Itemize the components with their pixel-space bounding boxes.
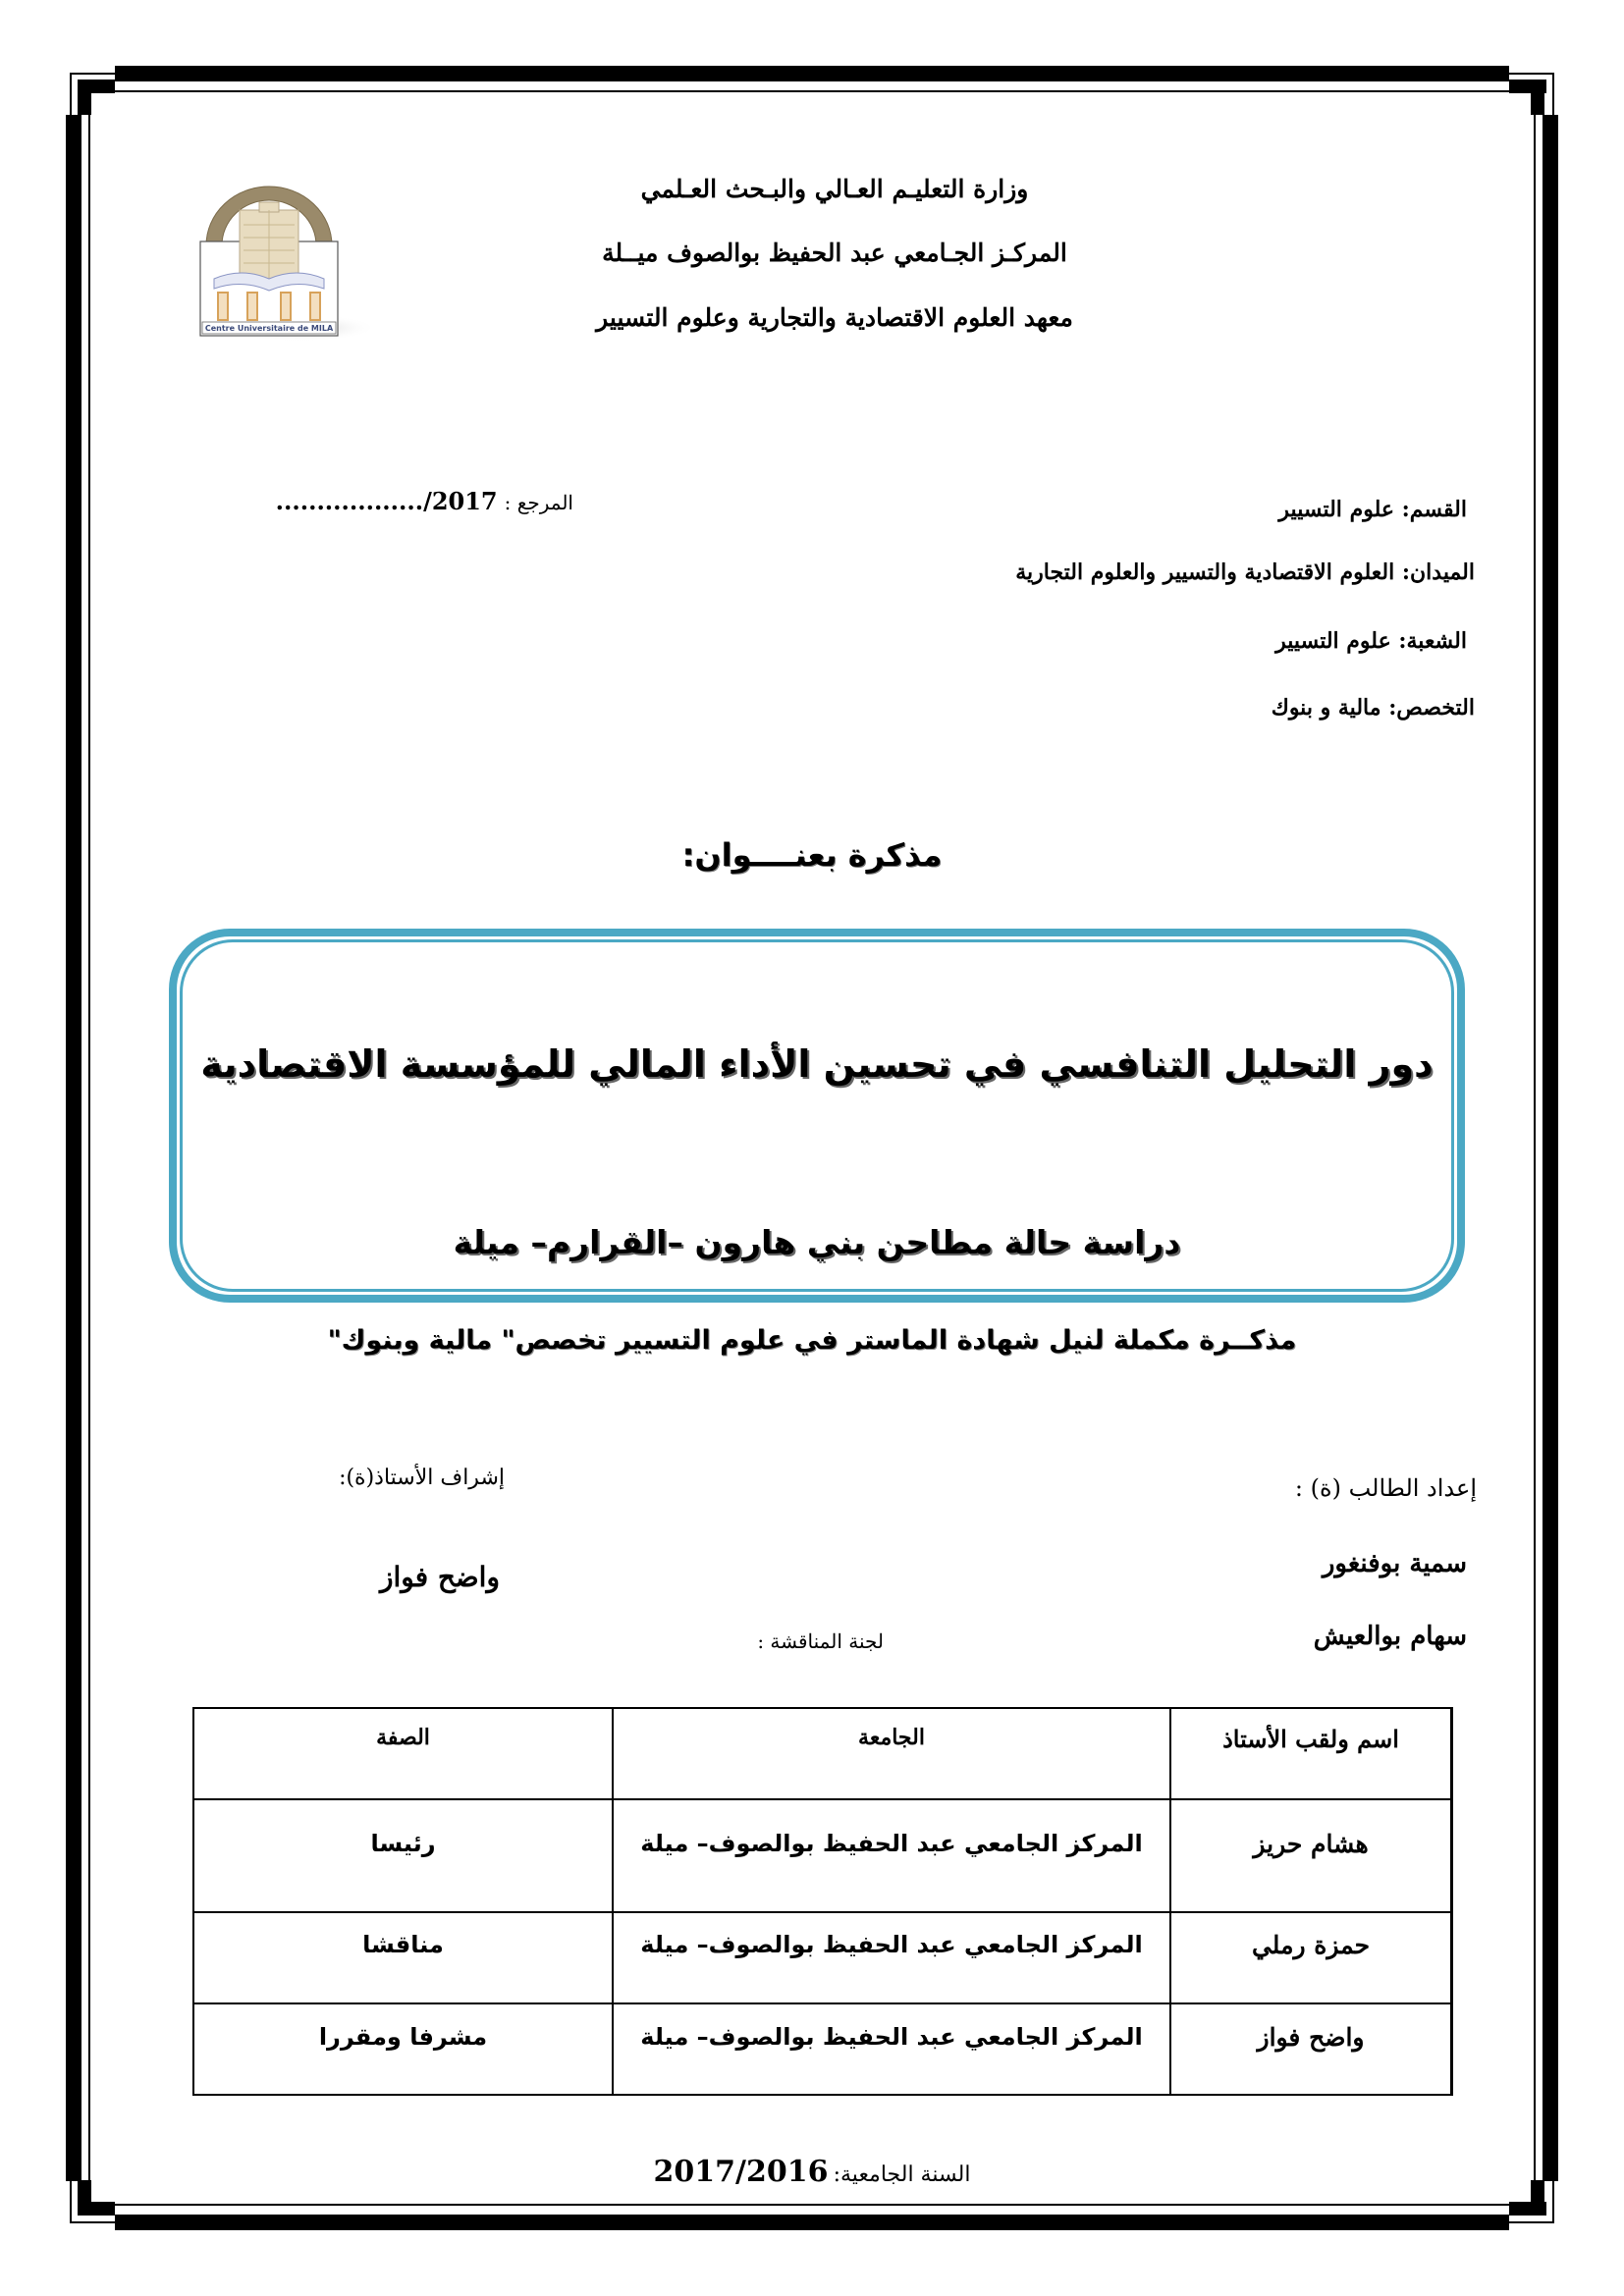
frame-top-thick [115, 66, 1509, 81]
case-study: دراسة حالة مطاحن بني هارون –القرارم– ميلة [453, 1223, 1181, 1261]
frame-outer-tr-v [1552, 73, 1554, 115]
member-role: مناقشا [362, 1931, 444, 1958]
member-university: المركز الجامعي عبد الحفيظ بوالصوف– ميلة [640, 2023, 1143, 2051]
frame-bottom-thick [115, 2215, 1509, 2230]
academic-year-value: 2017/2016 [653, 2155, 829, 2189]
table-border [192, 1707, 1453, 1709]
memo-label: مذكرة بعنــــوان: [681, 836, 943, 874]
student-name: سمية بوفنغور [1322, 1549, 1467, 1578]
frame-top-thin [115, 90, 1509, 92]
frame-bottom-thin [115, 2204, 1509, 2206]
info-branch [1275, 628, 1467, 654]
member-role: رئيسا [370, 1830, 436, 1857]
frame-outer-tl-h [70, 73, 115, 75]
degree-subtitle: مذكــرة مكملة لنيل شهادة الماستر في علوم التسيير تخصص" مالية وبنوك" [327, 1325, 1297, 1356]
university-logo [190, 181, 377, 347]
frame-outer-tl-v [70, 73, 72, 115]
students-label: إعداد الطالب (ة) : [1294, 1474, 1477, 1502]
info-department [1278, 497, 1467, 522]
committee-table [192, 1707, 1453, 2096]
member-name: هشام حريز [1253, 1830, 1369, 1858]
header-role: الصفة [376, 1725, 430, 1750]
member-name: واضح فواز [1257, 2023, 1365, 2052]
ministry-line: وزارة التعليـم العـالي والبـحث العـلمي [640, 175, 1029, 203]
frame-outer-tr-h [1509, 73, 1554, 75]
frame-corner-bl-v [78, 2180, 91, 2216]
supervisor-name: واضح فواز [379, 1561, 500, 1593]
table-border [1450, 1707, 1453, 2096]
info-label: الشعبة: [1398, 628, 1467, 654]
thesis-title: دور التحليل التنافسي في تحسين الأداء المالي للمؤسسة الاقتصادية [200, 1042, 1434, 1086]
member-name: حمزة رملي [1251, 1931, 1371, 1959]
info-value: علوم التسيير [1278, 497, 1394, 522]
academic-year-label: السنة الجامعية: [833, 2163, 971, 2187]
institute-line: معهد العلوم الاقتصادية والتجارية وعلوم التسيير [596, 303, 1073, 332]
student-name: سهام بوالعيش [1313, 1622, 1467, 1651]
academic-year [589, 2155, 1035, 2189]
info-specialty [1272, 695, 1475, 721]
info-label: القسم: [1401, 497, 1467, 522]
info-field [1015, 560, 1475, 585]
frame-right-thick [1543, 115, 1558, 2181]
frame-right-thin [1534, 115, 1536, 2181]
info-value: علوم التسيير [1275, 628, 1391, 654]
info-value: مالية و بنوك [1271, 695, 1381, 721]
table-border [192, 1911, 1453, 1913]
frame-outer-br-v [1552, 2180, 1554, 2223]
frame-outer-br-h [1509, 2221, 1554, 2223]
frame-corner-tr-v [1531, 80, 1544, 115]
member-university: المركز الجامعي عبد الحفيظ بوالصوف– ميلة [640, 1931, 1143, 1958]
frame-corner-tl-v [78, 80, 91, 115]
frame-left-thick [66, 115, 81, 2181]
supervisor-label: إشراف الأستاذ(ة): [339, 1466, 505, 1490]
info-label: التخصص: [1388, 695, 1475, 721]
reference-value: ................../2017 [275, 487, 498, 515]
header-name: اسم ولقب الأستاذ [1222, 1725, 1399, 1753]
svg-text:Centre Universitaire de MILA: Centre Universitaire de MILA [204, 324, 334, 333]
university-line: المركـز الجـامعي عبد الحفيظ بوالصوف ميــلة [602, 239, 1067, 267]
info-label: الميدان: [1401, 560, 1475, 585]
reference-label: المرجع : [504, 491, 573, 514]
info-value: العلوم الاقتصادية والتسيير والعلوم التجارية [1015, 560, 1395, 585]
frame-outer-bl-v [70, 2180, 72, 2223]
committee-label: لجنة المناقشة : [757, 1629, 884, 1653]
title-box [169, 929, 1465, 1303]
frame-left-thin [88, 115, 90, 2181]
frame-outer-bl-h [70, 2221, 115, 2223]
frame-corner-br-v [1531, 2180, 1544, 2216]
header-university: الجامعة [858, 1725, 925, 1750]
member-university: المركز الجامعي عبد الحفيظ بوالصوف– ميلة [640, 1830, 1143, 1857]
table-border [192, 1798, 1453, 1800]
reference [276, 487, 573, 515]
table-border [192, 2094, 1453, 2096]
table-border [192, 2002, 1453, 2004]
member-role: مشرفا ومقررا [318, 2023, 488, 2051]
